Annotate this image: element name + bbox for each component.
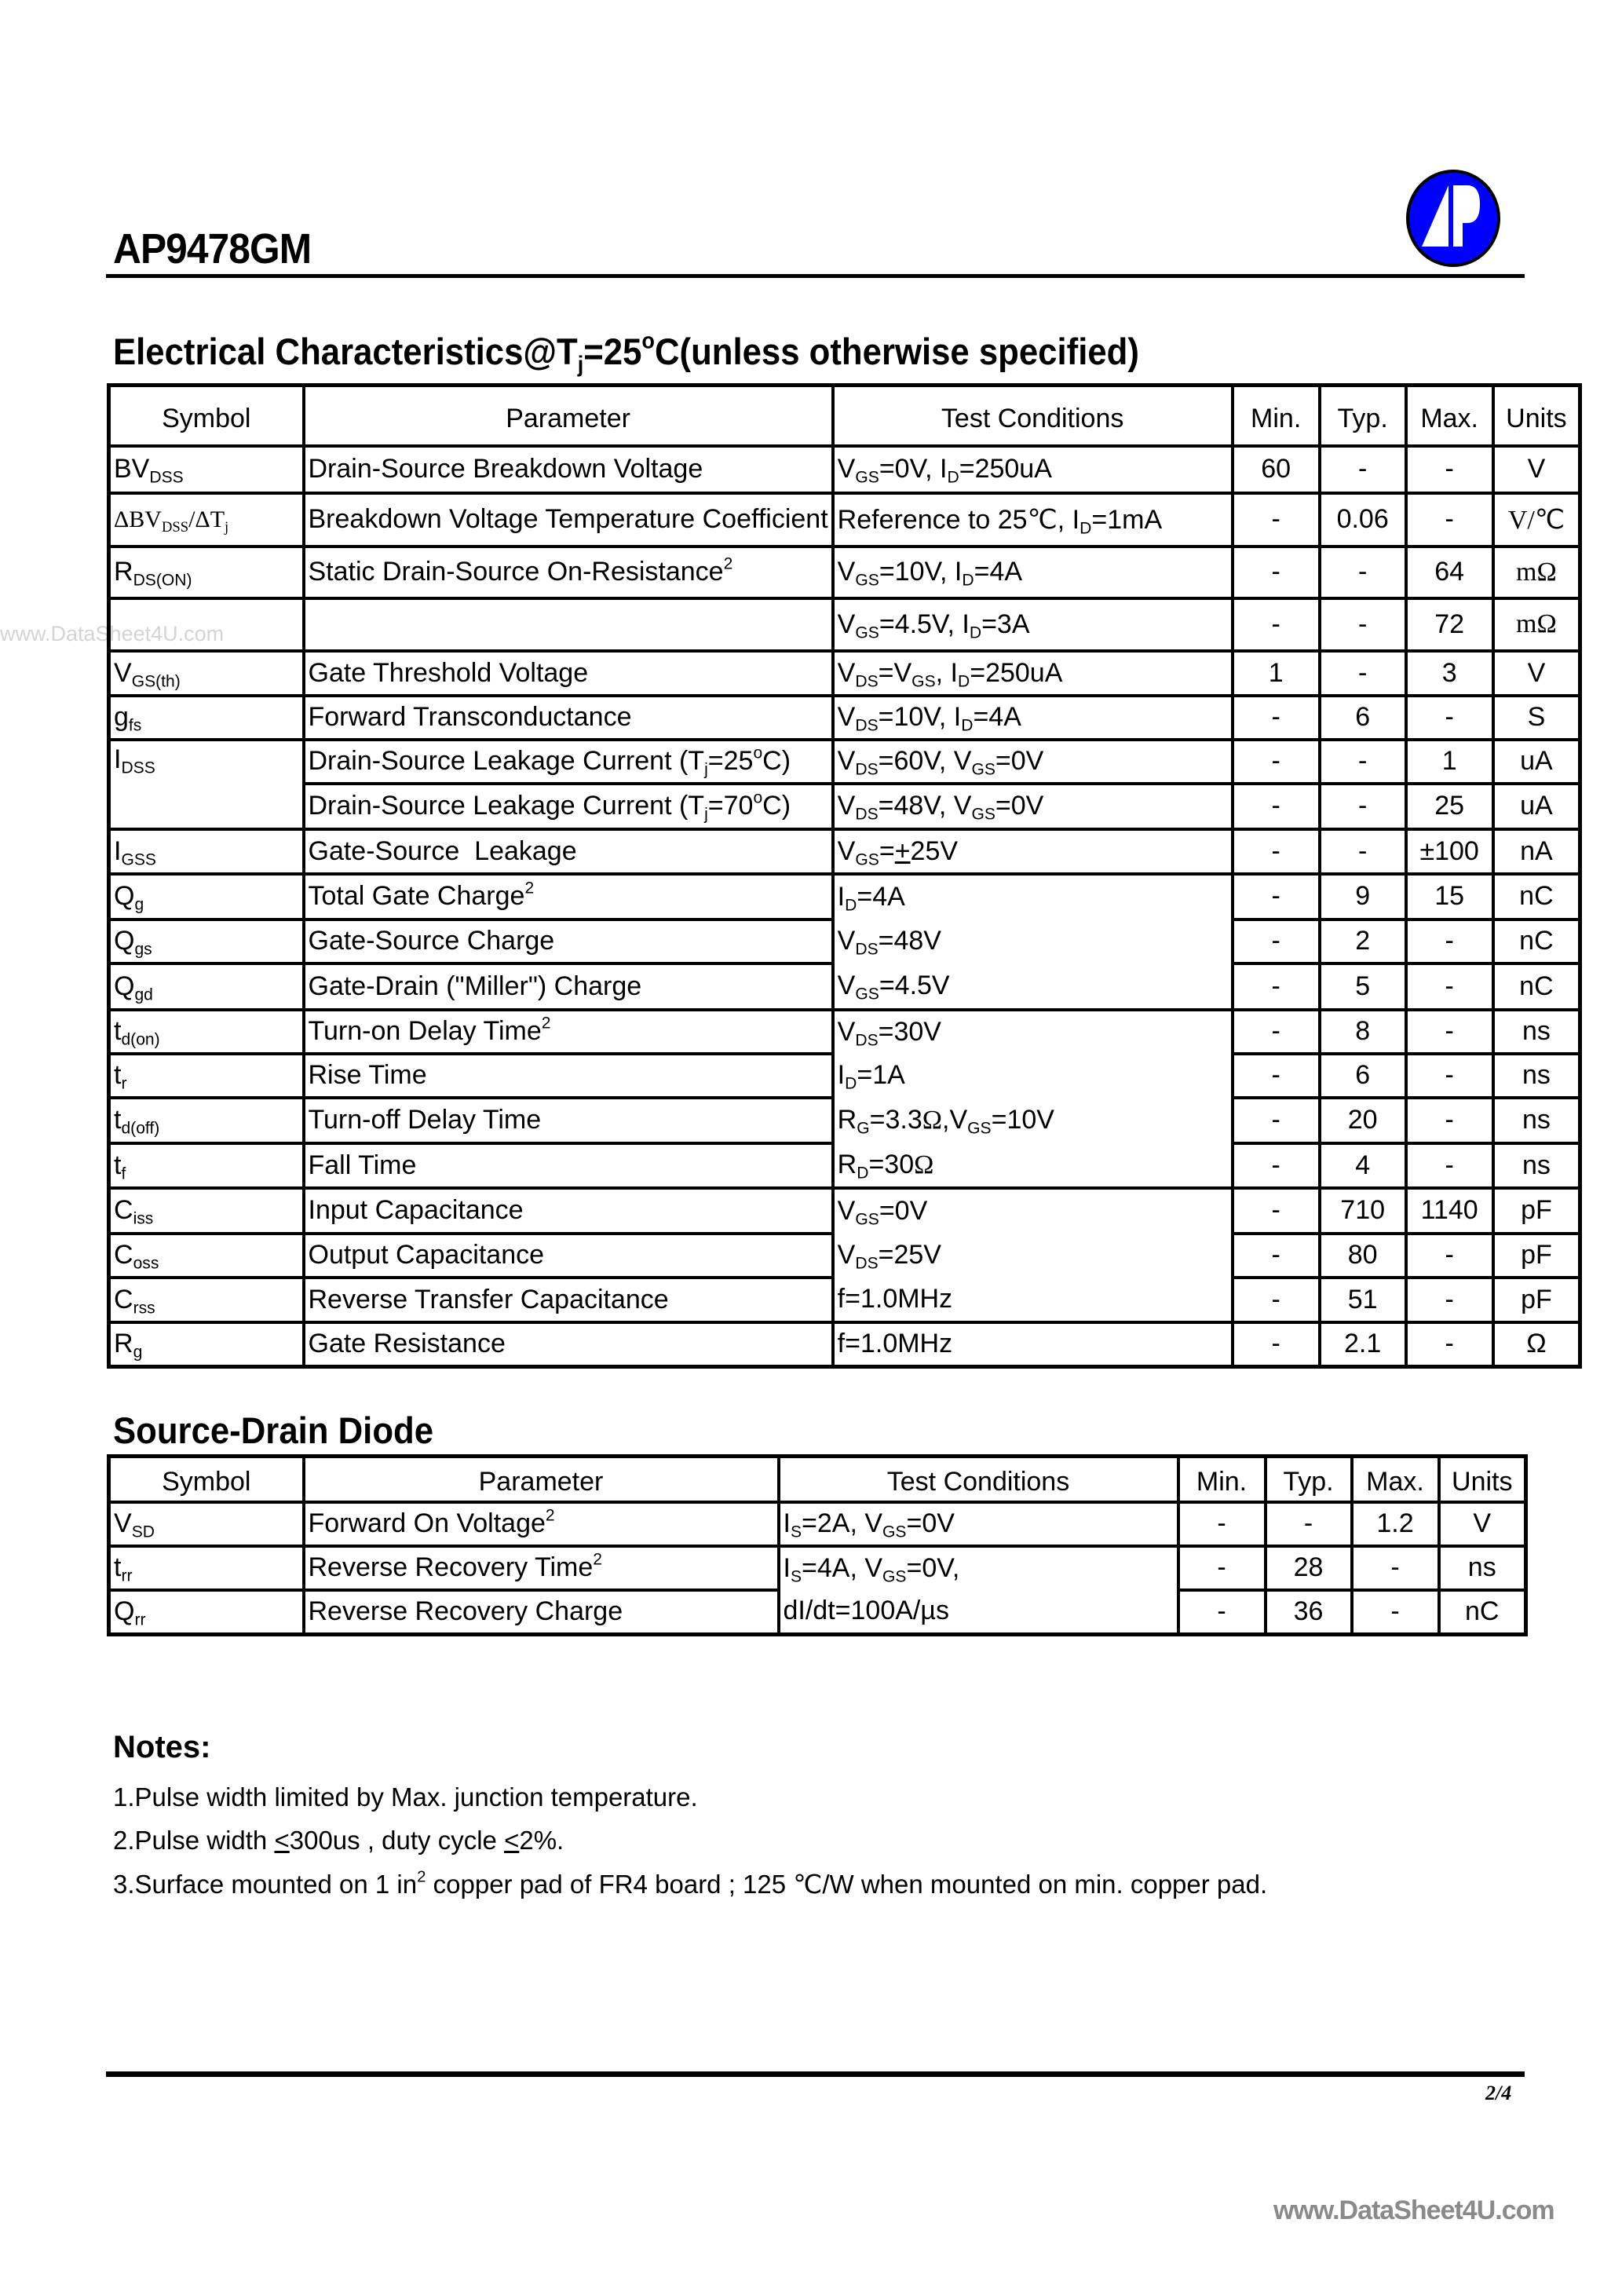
conditions-cell: $V_{GS}=10V$, $I_D=4A$ (833, 547, 1233, 598)
typ-cell: - (1320, 784, 1406, 829)
min-cell: - (1233, 1143, 1320, 1188)
max-cell: 1 (1406, 740, 1493, 784)
col-header: Test Conditions (833, 386, 1233, 446)
max-cell: 3 (1406, 651, 1493, 696)
min-cell: - (1233, 919, 1320, 963)
typ-cell: 9 (1320, 874, 1406, 919)
table-row (109, 446, 1580, 493)
conditions-cell: $R_G=3.3\Omega,V_{GS}=10V$ (833, 1098, 1233, 1143)
unit-cell: Ω (1493, 1322, 1580, 1367)
max-cell: 64 (1406, 547, 1493, 598)
unit-cell: V (1493, 651, 1580, 696)
col-header: Parameter (304, 386, 833, 446)
min-cell: - (1233, 1098, 1320, 1143)
unit-cell: ns (1439, 1546, 1526, 1590)
max-cell: ±100 (1406, 829, 1493, 874)
max-cell: - (1406, 1054, 1493, 1098)
max-cell: - (1406, 1098, 1493, 1143)
symbol-cell: $C_{rss}$ (109, 1278, 304, 1322)
symbol-cell: $BV_{DSS}$ (109, 446, 304, 493)
conditions-cell: $I_D=1A$ (833, 1054, 1233, 1098)
symbol-cell: $t_{d(on)}$ (109, 1010, 304, 1054)
typ-cell: - (1320, 598, 1406, 651)
min-cell: - (1233, 829, 1320, 874)
max-cell: - (1406, 919, 1493, 963)
conditions-cell: $I_D=4A$ (833, 874, 1233, 919)
min-cell: - (1233, 1322, 1320, 1367)
page-number: 2/4 (1485, 2082, 1512, 2104)
unit-cell: S (1493, 696, 1580, 740)
parameter-cell (304, 598, 833, 651)
parameter-cell: Gate-Drain ("Miller") Charge (304, 963, 833, 1010)
table-row (109, 963, 1580, 1010)
col-header: Symbol (109, 1457, 304, 1502)
min-cell: - (1233, 1234, 1320, 1278)
symbol-cell: $Q_{gd}$ (109, 963, 304, 1010)
col-header: Symbol (109, 386, 304, 446)
min-cell: - (1233, 1010, 1320, 1054)
typ-cell: 6 (1320, 1054, 1406, 1098)
unit-cell: V (1439, 1502, 1526, 1546)
table-row (109, 1278, 1580, 1322)
unit-cell: nC (1439, 1590, 1526, 1635)
col-header: Units (1493, 386, 1580, 446)
unit-cell: nC (1493, 919, 1580, 963)
part-number-title: AP9478GM (113, 225, 312, 272)
col-header: Units (1439, 1457, 1526, 1502)
conditions-cell: $V_{DS}=V_{GS}$, $I_D=250uA$ (833, 651, 1233, 696)
table-row (109, 919, 1580, 963)
symbol-cell: $Q_g$ (109, 874, 304, 919)
note-3: 3.Surface mounted on 1 $in^2$ copper pad of FR4 board ; 125 ℃/W when mounted on min. copper pad. (113, 1867, 1268, 1899)
max-cell: 1140 (1406, 1188, 1493, 1234)
table-row (109, 696, 1580, 740)
parameter-cell: Gate-Source Leakage (304, 829, 833, 874)
col-header: Min. (1233, 386, 1320, 446)
typ-cell: 28 (1266, 1546, 1352, 1590)
min-cell: - (1178, 1546, 1266, 1590)
min-cell: 60 (1233, 446, 1320, 493)
conditions-cell: $V_{DS}=25V$ (833, 1234, 1233, 1278)
note-2: 2.Pulse width <300us , duty cycle <2%. (113, 1826, 564, 1855)
table-row (109, 1010, 1580, 1054)
symbol-cell: $R_g$ (109, 1322, 304, 1367)
max-cell: - (1406, 1143, 1493, 1188)
typ-cell: - (1320, 829, 1406, 874)
unit-cell: ns (1493, 1010, 1580, 1054)
parameter-cell: Reverse Transfer Capacitance (304, 1278, 833, 1322)
table-row (109, 740, 1580, 784)
typ-cell: 51 (1320, 1278, 1406, 1322)
symbol-cell: $t_{rr}$ (109, 1546, 304, 1590)
conditions-cell: $I_S=2A$, $V_{GS}=0V$ (779, 1502, 1178, 1546)
unit-cell: nA (1493, 829, 1580, 874)
parameter-cell: Total Gate Charge$^2$ (304, 874, 833, 919)
unit-cell: mΩ (1493, 598, 1580, 651)
max-cell: - (1406, 696, 1493, 740)
conditions-cell: $V_{GS}=4.5V$, $I_D=3A$ (833, 598, 1233, 651)
col-header: Parameter (304, 1457, 779, 1502)
symbol-cell: $R_{DS(ON)}$ (109, 547, 304, 598)
footer-rule (106, 2071, 1525, 2077)
table-row (109, 1322, 1580, 1367)
min-cell: 1 (1233, 651, 1320, 696)
parameter-cell: Rise Time (304, 1054, 833, 1098)
max-cell: - (1406, 1234, 1493, 1278)
min-cell: - (1233, 696, 1320, 740)
table-row (109, 829, 1580, 874)
max-cell: 25 (1406, 784, 1493, 829)
symbol-cell: $V_{SD}$ (109, 1502, 304, 1546)
symbol-cell: $t_r$ (109, 1054, 304, 1098)
source-drain-diode-table (107, 1454, 1528, 1636)
unit-cell: nC (1493, 874, 1580, 919)
typ-cell: 36 (1266, 1590, 1352, 1635)
parameter-cell: Gate Threshold Voltage (304, 651, 833, 696)
unit-cell: ns (1493, 1098, 1580, 1143)
conditions-cell: $V_{GS}=0V$ (833, 1188, 1233, 1234)
typ-cell: - (1266, 1502, 1352, 1546)
symbol-cell: $C_{oss}$ (109, 1234, 304, 1278)
conditions-cell: $V_{DS}=48V$ (833, 919, 1233, 963)
max-cell: - (1406, 446, 1493, 493)
unit-cell: ns (1493, 1143, 1580, 1188)
parameter-cell: Drain-Source Leakage Current $(T_j=25^oC)$ (304, 740, 833, 784)
header-rule (106, 274, 1525, 278)
typ-cell: 8 (1320, 1010, 1406, 1054)
conditions-cell: $V_{DS}=10V$, $I_D=4A$ (833, 696, 1233, 740)
electrical-characteristics-heading: Electrical $Characteristics@T_j=25^oC(unless$ otherwise specified) (113, 328, 1139, 378)
parameter-cell: Forward On Voltage$^2$ (304, 1502, 779, 1546)
typ-cell: 2 (1320, 919, 1406, 963)
parameter-cell: Forward Transconductance (304, 696, 833, 740)
typ-cell: 2.1 (1320, 1322, 1406, 1367)
unit-cell: ns (1493, 1054, 1580, 1098)
table-row (109, 874, 1580, 919)
symbol-cell: $Q_{gs}$ (109, 919, 304, 963)
typ-cell: 80 (1320, 1234, 1406, 1278)
symbol-cell: $I_{DSS}$ (109, 740, 304, 784)
min-cell: - (1178, 1502, 1266, 1546)
col-header: Typ. (1266, 1457, 1352, 1502)
parameter-cell: Fall Time (304, 1143, 833, 1188)
conditions-cell: dI/dt=100A/µs (779, 1590, 1178, 1635)
typ-cell: 710 (1320, 1188, 1406, 1234)
typ-cell: 20 (1320, 1098, 1406, 1143)
max-cell: - (1406, 1278, 1493, 1322)
symbol-cell: $g_{fs}$ (109, 696, 304, 740)
parameter-cell: Gate-Source Charge (304, 919, 833, 963)
max-cell: - (1406, 1010, 1493, 1054)
conditions-cell: $R_D=30\Omega$ (833, 1143, 1233, 1188)
table-row (109, 598, 1580, 651)
table-row (109, 1188, 1580, 1234)
min-cell: - (1233, 784, 1320, 829)
notes-heading: Notes: (113, 1730, 211, 1764)
unit-cell: uA (1493, 784, 1580, 829)
watermark-left: www.DataSheet4U.com (0, 622, 225, 645)
parameter-cell: Gate Resistance (304, 1322, 833, 1367)
col-header: Max. (1352, 1457, 1439, 1502)
symbol-cell (109, 598, 304, 651)
table-row (109, 1502, 1526, 1546)
parameter-cell: Turn-on Delay Time$^2$ (304, 1010, 833, 1054)
unit-cell: V (1493, 446, 1580, 493)
parameter-cell: Breakdown Voltage Temperature Coefficient (304, 493, 833, 547)
table-row (109, 1546, 1526, 1590)
typ-cell: - (1320, 651, 1406, 696)
typ-cell: 6 (1320, 696, 1406, 740)
parameter-cell: Reverse Recovery Charge (304, 1590, 779, 1635)
table-header-row (109, 386, 1580, 446)
symbol-cell: $t_{d(off)}$ (109, 1098, 304, 1143)
max-cell: - (1406, 963, 1493, 1010)
col-header: Typ. (1320, 386, 1406, 446)
min-cell: - (1178, 1590, 1266, 1635)
electrical-characteristics-table (107, 383, 1582, 1369)
unit-cell: pF (1493, 1234, 1580, 1278)
parameter-cell: Static Drain-Source On-Resistance$^2$ (304, 547, 833, 598)
conditions-cell: $V_{DS}=30V$ (833, 1010, 1233, 1054)
min-cell: - (1233, 740, 1320, 784)
conditions-cell: $V_{GS}=+25V$ (833, 829, 1233, 874)
min-cell: - (1233, 874, 1320, 919)
min-cell: - (1233, 547, 1320, 598)
parameter-cell: Reverse Recovery Time$^2$ (304, 1546, 779, 1590)
table-row (109, 784, 1580, 829)
typ-cell: 5 (1320, 963, 1406, 1010)
unit-cell: mΩ (1493, 547, 1580, 598)
unit-cell: uA (1493, 740, 1580, 784)
conditions-cell: f=1.0MHz (833, 1278, 1233, 1322)
symbol-cell: $C_{iss}$ (109, 1188, 304, 1234)
typ-cell: 0.06 (1320, 493, 1406, 547)
min-cell: - (1233, 963, 1320, 1010)
typ-cell: - (1320, 740, 1406, 784)
max-cell: - (1352, 1546, 1439, 1590)
min-cell: - (1233, 1188, 1320, 1234)
max-cell: - (1352, 1590, 1439, 1635)
min-cell: - (1233, 598, 1320, 651)
min-cell: - (1233, 1278, 1320, 1322)
unit-cell: pF (1493, 1188, 1580, 1234)
parameter-cell: Drain-Source Leakage Current $(T_j=70^oC)$ (304, 784, 833, 829)
conditions-cell: $I_S=4A$, $V_{GS}=0V$, (779, 1546, 1178, 1590)
table-row (109, 493, 1580, 547)
table-row (109, 547, 1580, 598)
conditions-cell: f=1.0MHz (833, 1322, 1233, 1367)
typ-cell: - (1320, 446, 1406, 493)
unit-cell: pF (1493, 1278, 1580, 1322)
unit-cell: V/℃ (1493, 493, 1580, 547)
min-cell: - (1233, 493, 1320, 547)
parameter-cell: Output Capacitance (304, 1234, 833, 1278)
watermark-bottom: www.DataSheet4U.com (1273, 2195, 1554, 2225)
advanced-power-logo-icon (1405, 170, 1502, 267)
col-header: Max. (1406, 386, 1493, 446)
max-cell: 15 (1406, 874, 1493, 919)
table-row (109, 1054, 1580, 1098)
conditions-cell: $V_{DS}=48V$, $V_{GS}=0V$ (833, 784, 1233, 829)
typ-cell: 4 (1320, 1143, 1406, 1188)
conditions-cell: $V_{GS}=0V$, $I_D=250uA$ (833, 446, 1233, 493)
table-row (109, 651, 1580, 696)
conditions-cell: $V_{DS}=60V$, $V_{GS}=0V$ (833, 740, 1233, 784)
min-cell: - (1233, 1054, 1320, 1098)
table-row (109, 1590, 1526, 1635)
unit-cell: nC (1493, 963, 1580, 1010)
symbol-cell: $\Delta BV_{DSS}/\Delta T_j$ (109, 493, 304, 547)
conditions-cell: Reference to 25℃, $I_D=1mA$ (833, 493, 1233, 547)
parameter-cell: Turn-off Delay Time (304, 1098, 833, 1143)
conditions-cell: $V_{GS}=4.5V$ (833, 963, 1233, 1010)
max-cell: - (1406, 493, 1493, 547)
symbol-cell: $Q_{rr}$ (109, 1590, 304, 1635)
source-drain-diode-heading: Source-Drain Diode (113, 1409, 434, 1451)
max-cell: 72 (1406, 598, 1493, 651)
table-header-row (109, 1457, 1526, 1502)
symbol-cell (109, 784, 304, 829)
parameter-cell: Input Capacitance (304, 1188, 833, 1234)
parameter-cell: Drain-Source Breakdown Voltage (304, 446, 833, 493)
col-header: Test Conditions (779, 1457, 1178, 1502)
max-cell: 1.2 (1352, 1502, 1439, 1546)
table-row (109, 1143, 1580, 1188)
symbol-cell: $V_{GS(th)}$ (109, 651, 304, 696)
symbol-cell: $I_{GSS}$ (109, 829, 304, 874)
max-cell: - (1406, 1322, 1493, 1367)
note-1: 1.Pulse width limited by Max. junction temperature. (113, 1782, 698, 1812)
symbol-cell: $t_f$ (109, 1143, 304, 1188)
table-row (109, 1098, 1580, 1143)
typ-cell: - (1320, 547, 1406, 598)
table-row (109, 1234, 1580, 1278)
col-header: Min. (1178, 1457, 1266, 1502)
